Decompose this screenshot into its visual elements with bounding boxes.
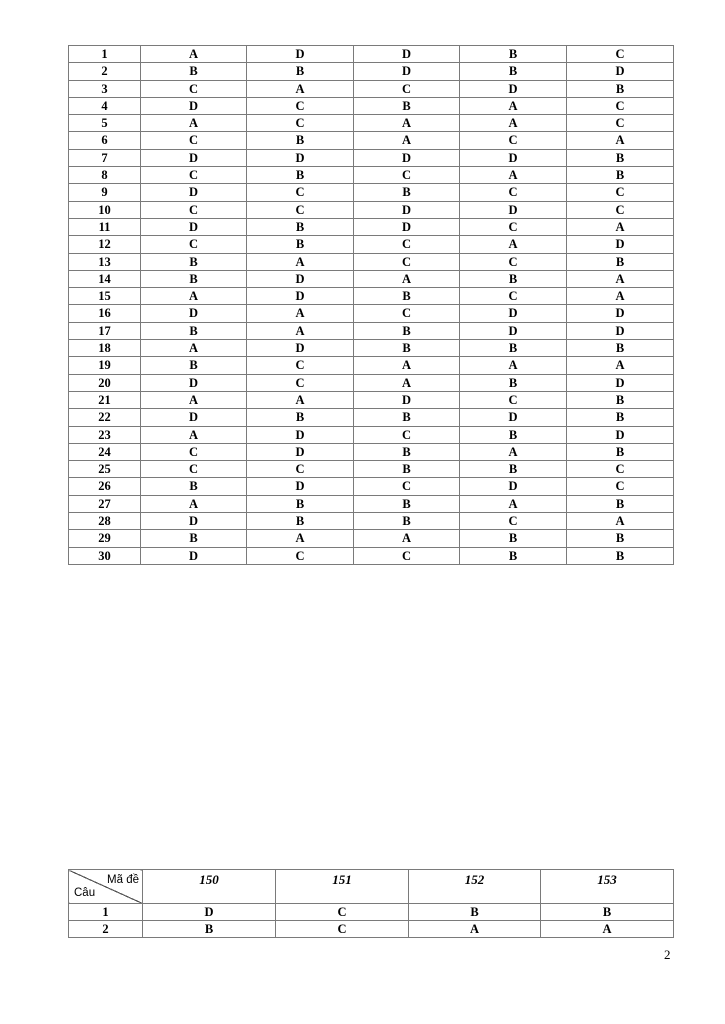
- answer-cell: B: [460, 374, 567, 391]
- answer-cell: B: [460, 46, 567, 63]
- answer-cell: D: [247, 288, 354, 305]
- header-corner-cell: [69, 870, 143, 904]
- question-number-cell: 26: [69, 478, 141, 495]
- answer-cell: D: [247, 426, 354, 443]
- answer-cell: A: [460, 495, 567, 512]
- question-number-cell: 23: [69, 426, 141, 443]
- answer-cell: C: [460, 132, 567, 149]
- question-number-cell: 21: [69, 391, 141, 408]
- question-number-cell: 24: [69, 443, 141, 460]
- answer-cell: A: [460, 357, 567, 374]
- answer-cell: C: [247, 461, 354, 478]
- answer-cell: C: [354, 305, 460, 322]
- answer-cell: A: [141, 426, 247, 443]
- answer-cell: C: [567, 478, 674, 495]
- answer-cell: D: [354, 218, 460, 235]
- answer-cell: C: [567, 184, 674, 201]
- answer-cell: B: [354, 443, 460, 460]
- answer-cell: B: [460, 530, 567, 547]
- answer-cell: A: [567, 513, 674, 530]
- table-row: [69, 322, 674, 339]
- table-row: [69, 253, 674, 270]
- question-number-cell: 22: [69, 409, 141, 426]
- answer-cell: D: [141, 97, 247, 114]
- answer-cell: D: [567, 63, 674, 80]
- question-number-cell: 29: [69, 530, 141, 547]
- answer-cell: C: [247, 97, 354, 114]
- answer-cell: C: [247, 115, 354, 132]
- answer-cell: B: [247, 513, 354, 530]
- answer-cell: B: [354, 288, 460, 305]
- answer-cell: D: [354, 63, 460, 80]
- corner-label-question: Câu: [74, 887, 96, 899]
- answer-cell: C: [276, 921, 409, 938]
- answer-cell: B: [567, 530, 674, 547]
- answer-cell: C: [247, 184, 354, 201]
- answer-cell: C: [354, 253, 460, 270]
- table-row: [69, 63, 674, 80]
- answer-cell: B: [141, 530, 247, 547]
- answer-cell: C: [141, 461, 247, 478]
- question-number-cell: 12: [69, 236, 141, 253]
- answer-cell: A: [460, 97, 567, 114]
- answer-table-top: [68, 45, 674, 565]
- table-row: [69, 461, 674, 478]
- question-number-cell: 19: [69, 357, 141, 374]
- table-row: [69, 513, 674, 530]
- answer-cell: B: [567, 253, 674, 270]
- page-number: 2: [664, 947, 671, 962]
- table-row: [69, 218, 674, 235]
- table-row: [69, 530, 674, 547]
- answer-cell: B: [143, 921, 276, 938]
- table-row: [69, 478, 674, 495]
- table-row: [69, 97, 674, 114]
- answer-cell: B: [354, 340, 460, 357]
- answer-cell: B: [141, 478, 247, 495]
- exam-code-header: 153: [541, 870, 674, 904]
- answer-cell: A: [141, 391, 247, 408]
- answer-cell: B: [354, 184, 460, 201]
- answer-cell: B: [567, 340, 674, 357]
- answer-cell: A: [354, 357, 460, 374]
- question-number-cell: 20: [69, 374, 141, 391]
- answer-cell: D: [460, 201, 567, 218]
- answer-cell: D: [247, 46, 354, 63]
- question-number-cell: 14: [69, 270, 141, 287]
- answer-cell: C: [141, 167, 247, 184]
- question-number-cell: 3: [69, 80, 141, 97]
- answer-cell: C: [460, 184, 567, 201]
- answer-cell: B: [567, 80, 674, 97]
- answer-cell: C: [276, 904, 409, 921]
- answer-cell: A: [460, 115, 567, 132]
- exam-code-header: 150: [143, 870, 276, 904]
- answer-cell: D: [247, 478, 354, 495]
- answer-cell: C: [354, 236, 460, 253]
- answer-cell: B: [247, 63, 354, 80]
- answer-cell: A: [354, 270, 460, 287]
- answer-cell: C: [247, 374, 354, 391]
- answer-cell: A: [247, 80, 354, 97]
- answer-cell: C: [247, 357, 354, 374]
- answer-cell: B: [567, 409, 674, 426]
- table-row: [69, 115, 674, 132]
- answer-cell: A: [247, 322, 354, 339]
- answer-cell: C: [567, 461, 674, 478]
- question-number-cell: 6: [69, 132, 141, 149]
- table-row: [69, 149, 674, 166]
- answer-cell: A: [141, 288, 247, 305]
- answer-cell: D: [141, 218, 247, 235]
- answer-table-bottom-body: [69, 870, 674, 938]
- question-number-cell: 2: [69, 921, 143, 938]
- answer-cell: D: [247, 149, 354, 166]
- answer-cell: B: [409, 904, 541, 921]
- question-number-cell: 25: [69, 461, 141, 478]
- question-number-cell: 13: [69, 253, 141, 270]
- question-number-cell: 10: [69, 201, 141, 218]
- answer-cell: C: [354, 167, 460, 184]
- answer-cell: D: [567, 236, 674, 253]
- exam-code-header: 151: [276, 870, 409, 904]
- answer-cell: D: [143, 904, 276, 921]
- question-number-cell: 11: [69, 218, 141, 235]
- answer-cell: D: [460, 80, 567, 97]
- table-row: [69, 270, 674, 287]
- answer-cell: A: [247, 391, 354, 408]
- answer-cell: A: [567, 218, 674, 235]
- answer-cell: C: [460, 513, 567, 530]
- answer-cell: D: [460, 478, 567, 495]
- answer-cell: B: [460, 340, 567, 357]
- question-number-cell: 30: [69, 547, 141, 564]
- answer-cell: C: [460, 288, 567, 305]
- answer-cell: A: [567, 288, 674, 305]
- answer-cell: A: [141, 115, 247, 132]
- table-row: [69, 167, 674, 184]
- answer-cell: C: [141, 443, 247, 460]
- answer-cell: D: [460, 409, 567, 426]
- answer-cell: D: [141, 149, 247, 166]
- table-row: [69, 547, 674, 564]
- answer-cell: B: [354, 97, 460, 114]
- answer-cell: B: [567, 495, 674, 512]
- answer-cell: D: [567, 305, 674, 322]
- answer-cell: B: [354, 513, 460, 530]
- answer-cell: B: [460, 547, 567, 564]
- answer-cell: C: [567, 115, 674, 132]
- answer-cell: D: [141, 409, 247, 426]
- answer-cell: C: [141, 236, 247, 253]
- table-row: [69, 184, 674, 201]
- answer-cell: D: [141, 374, 247, 391]
- question-number-cell: 5: [69, 115, 141, 132]
- answer-cell: B: [247, 236, 354, 253]
- answer-cell: C: [354, 426, 460, 443]
- answer-cell: C: [141, 132, 247, 149]
- answer-cell: B: [460, 63, 567, 80]
- answer-cell: A: [354, 115, 460, 132]
- answer-cell: D: [141, 184, 247, 201]
- answer-cell: B: [247, 409, 354, 426]
- table-row: [69, 288, 674, 305]
- table-row: [69, 426, 674, 443]
- answer-cell: B: [460, 426, 567, 443]
- answer-cell: D: [247, 340, 354, 357]
- answer-cell: A: [247, 305, 354, 322]
- answer-cell: D: [141, 305, 247, 322]
- question-number-cell: 7: [69, 149, 141, 166]
- answer-cell: C: [247, 547, 354, 564]
- answer-cell: B: [460, 461, 567, 478]
- answer-cell: D: [354, 46, 460, 63]
- table-row: [69, 495, 674, 512]
- answer-cell: D: [567, 426, 674, 443]
- answer-cell: B: [541, 904, 674, 921]
- answer-cell: B: [354, 461, 460, 478]
- answer-cell: B: [567, 443, 674, 460]
- answer-cell: B: [141, 253, 247, 270]
- table-row: [69, 132, 674, 149]
- answer-cell: C: [141, 80, 247, 97]
- answer-cell: D: [354, 391, 460, 408]
- answer-cell: B: [567, 167, 674, 184]
- answer-cell: D: [460, 149, 567, 166]
- table-header-row: [69, 870, 674, 904]
- question-number-cell: 18: [69, 340, 141, 357]
- table-row: [69, 357, 674, 374]
- answer-cell: C: [247, 201, 354, 218]
- answer-cell: B: [141, 270, 247, 287]
- answer-cell: B: [354, 495, 460, 512]
- answer-cell: A: [541, 921, 674, 938]
- answer-cell: C: [460, 253, 567, 270]
- answer-cell: C: [460, 218, 567, 235]
- answer-cell: B: [567, 391, 674, 408]
- corner-label-exam-code: Mã đề: [107, 874, 139, 886]
- answer-cell: C: [354, 478, 460, 495]
- answer-cell: C: [460, 391, 567, 408]
- answer-cell: C: [567, 201, 674, 218]
- answer-cell: C: [141, 201, 247, 218]
- answer-table-top-body: [69, 46, 674, 565]
- answer-cell: A: [460, 443, 567, 460]
- answer-cell: B: [247, 167, 354, 184]
- answer-cell: A: [460, 236, 567, 253]
- answer-cell: B: [247, 495, 354, 512]
- answer-cell: B: [567, 547, 674, 564]
- table-row: [69, 46, 674, 63]
- answer-cell: A: [247, 530, 354, 547]
- table-row: [69, 374, 674, 391]
- answer-cell: D: [567, 322, 674, 339]
- question-number-cell: 9: [69, 184, 141, 201]
- table-row: [69, 409, 674, 426]
- table-row: [69, 443, 674, 460]
- answer-cell: D: [460, 305, 567, 322]
- answer-cell: A: [567, 132, 674, 149]
- table-row: [69, 305, 674, 322]
- answer-cell: B: [141, 322, 247, 339]
- table-row: [69, 236, 674, 253]
- answer-cell: D: [354, 149, 460, 166]
- answer-cell: D: [141, 547, 247, 564]
- answer-cell: A: [141, 46, 247, 63]
- answer-cell: D: [247, 443, 354, 460]
- answer-cell: B: [141, 63, 247, 80]
- answer-cell: D: [247, 270, 354, 287]
- answer-cell: A: [567, 270, 674, 287]
- answer-cell: B: [567, 149, 674, 166]
- answer-cell: C: [354, 80, 460, 97]
- table-row: [69, 80, 674, 97]
- table-row: [69, 391, 674, 408]
- answer-table-bottom: [68, 869, 674, 938]
- answer-cell: B: [460, 270, 567, 287]
- question-number-cell: 8: [69, 167, 141, 184]
- table-row: [69, 921, 674, 938]
- exam-code-header: 152: [409, 870, 541, 904]
- answer-cell: A: [354, 132, 460, 149]
- table-row: [69, 904, 674, 921]
- answer-cell: A: [354, 530, 460, 547]
- answer-cell: B: [141, 357, 247, 374]
- answer-cell: A: [247, 253, 354, 270]
- question-number-cell: 15: [69, 288, 141, 305]
- answer-cell: D: [141, 513, 247, 530]
- table-row: [69, 340, 674, 357]
- question-number-cell: 17: [69, 322, 141, 339]
- question-number-cell: 4: [69, 97, 141, 114]
- answer-cell: B: [247, 132, 354, 149]
- answer-cell: C: [567, 97, 674, 114]
- question-number-cell: 16: [69, 305, 141, 322]
- answer-cell: A: [409, 921, 541, 938]
- answer-cell: A: [567, 357, 674, 374]
- question-number-cell: 28: [69, 513, 141, 530]
- answer-cell: A: [354, 374, 460, 391]
- question-number-cell: 27: [69, 495, 141, 512]
- answer-cell: A: [141, 495, 247, 512]
- answer-cell: C: [567, 46, 674, 63]
- answer-cell: D: [460, 322, 567, 339]
- answer-cell: D: [567, 374, 674, 391]
- answer-cell: B: [247, 218, 354, 235]
- answer-cell: A: [460, 167, 567, 184]
- question-number-cell: 1: [69, 904, 143, 921]
- table-row: [69, 201, 674, 218]
- question-number-cell: 1: [69, 46, 141, 63]
- answer-cell: D: [354, 201, 460, 218]
- answer-cell: C: [354, 547, 460, 564]
- answer-cell: A: [141, 340, 247, 357]
- question-number-cell: 2: [69, 63, 141, 80]
- answer-cell: B: [354, 409, 460, 426]
- answer-cell: B: [354, 322, 460, 339]
